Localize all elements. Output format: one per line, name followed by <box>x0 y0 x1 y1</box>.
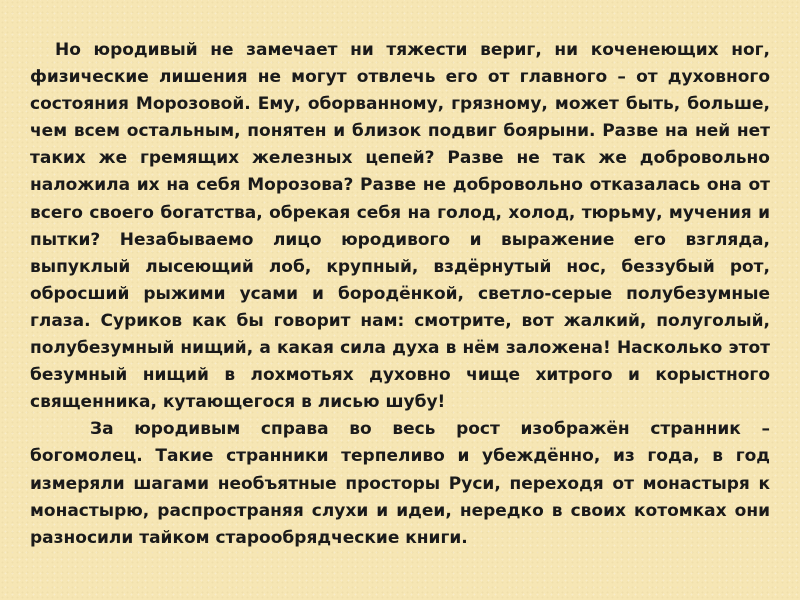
text-block <box>30 37 770 552</box>
paragraph-yurodivy: Но юродивый не замечает ни тяжести вериг, ни коченеющих ног, физические лишения не могут отвлечь его от главного – от духовного состояния Морозовой. Ему, оборванному, грязному, может быть, больше, чем всем остальным, понятен и близок подвиг боярыни. Разве на ней нет таких же гремящих железных цепей? Разве не так же добровольно наложила их на себя Морозова? Разве не добровольно отказалась она от всего своего богатства, обрекая себя на голод, холод, тюрьму, мучения и пытки? Незабываемо лицо юродивого и выражение его взгляда, выпуклый лысеющий лоб, крупный, вздёрнутый нос, беззубый рот, обросший рыжими усами и бородёнкой, светло-серые полубезумные глаза. Суриков как бы говорит нам: смотрите, вот жалкий, полуголый, полубезумный нищий, а какая сила духа в нём заложена! Насколько этот безумный нищий в лохмотьях духовно чище хитрого и корыстного священника, кутающегося в лисью шубу! <box>30 40 770 413</box>
paragraph-wanderer: За юродивым справа во весь рост изображён странник – богомолец. Такие странники терпеливо и убеждённо, из года, в год измеряли шагами необъятные просторы Руси, переходя от монастыря к монастырю, распространяя слухи и идеи, нередко в своих котомках они разносили тайком старообрядческие книги. <box>30 419 770 548</box>
